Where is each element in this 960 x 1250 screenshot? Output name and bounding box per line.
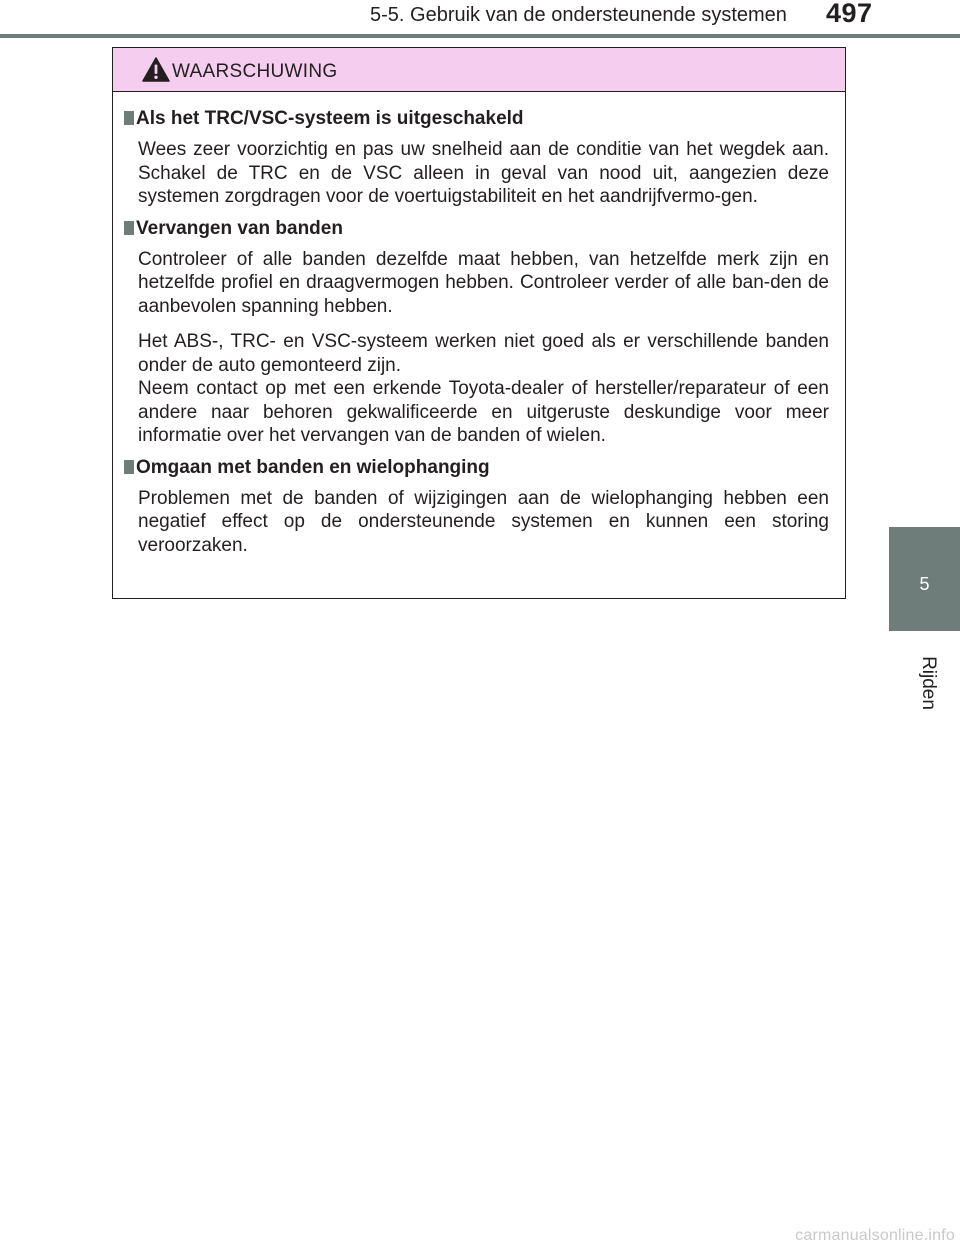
section-bullet-icon: [124, 221, 134, 235]
page-number: 497: [826, 0, 873, 28]
header-rule: [0, 34, 960, 38]
warning-triangle-icon: [142, 57, 170, 82]
section-spacer: [113, 209, 845, 218]
section-heading: [113, 218, 845, 248]
warning-section: [113, 218, 845, 448]
section-bullet-icon: [124, 111, 134, 125]
chapter-tab-block: [889, 527, 960, 631]
paragraph: Het ABS-, TRC- en VSC-systeem werken niet goed als er verschillende banden onder de auto gemonteerd zijn.: [138, 331, 829, 376]
warning-body: [113, 108, 845, 557]
paragraph: Wees zeer voorzichtig en pas uw snelheid aan de conditie van het wegdek aan. Schakel de TRC en de VSC alleen in geval van nood uit, aangezien deze systemen zorgdragen voor de voertuigstabiliteit en het aandrijfvermo-gen.: [138, 139, 829, 207]
warning-box: [112, 47, 846, 599]
section-spacer: [113, 448, 845, 457]
section-heading-text: Omgaan met banden en wielophanging: [136, 456, 490, 478]
section-heading: [113, 457, 845, 487]
paragraph-spacer: [113, 318, 845, 330]
paragraph: Neem contact op met een erkende Toyota-dealer of hersteller/reparateur of een andere naar behoren gekwalificeerde en uitgeruste deskundige voor meer informatie over het vervangen van de banden of wielen.: [138, 378, 829, 446]
section-bullet-icon: [124, 460, 134, 474]
page-header-title: 5-5. Gebruik van de ondersteunende systemen: [370, 4, 787, 26]
chapter-number: 5: [919, 574, 930, 594]
chapter-side-tab: [889, 527, 960, 742]
paragraph: Problemen met de banden of wijzigingen aan de wielophanging hebben een negatief effect op de ondersteunende systemen en kunnen een storing veroorzaken.: [138, 487, 829, 556]
paragraph: Controleer of alle banden dezelfde maat hebben, van hetzelfde merk zijn en hetzelfde profiel en draagvermogen hebben. Controleer verder of alle ban-den de aanbevolen spanning hebben.: [138, 248, 829, 317]
warning-section: [113, 457, 845, 558]
warning-section: [113, 108, 845, 209]
section-heading-text: Als het TRC/VSC-systeem is uitgeschakeld: [136, 108, 524, 129]
chapter-name: Rijden: [918, 656, 939, 710]
watermark-link[interactable]: carmanualsonline.info: [795, 1227, 955, 1244]
section-heading-text: Vervangen van banden: [136, 217, 343, 239]
section-heading: [113, 108, 845, 138]
warning-header: [113, 48, 845, 92]
warning-title: WAARSCHUWING: [172, 61, 338, 82]
